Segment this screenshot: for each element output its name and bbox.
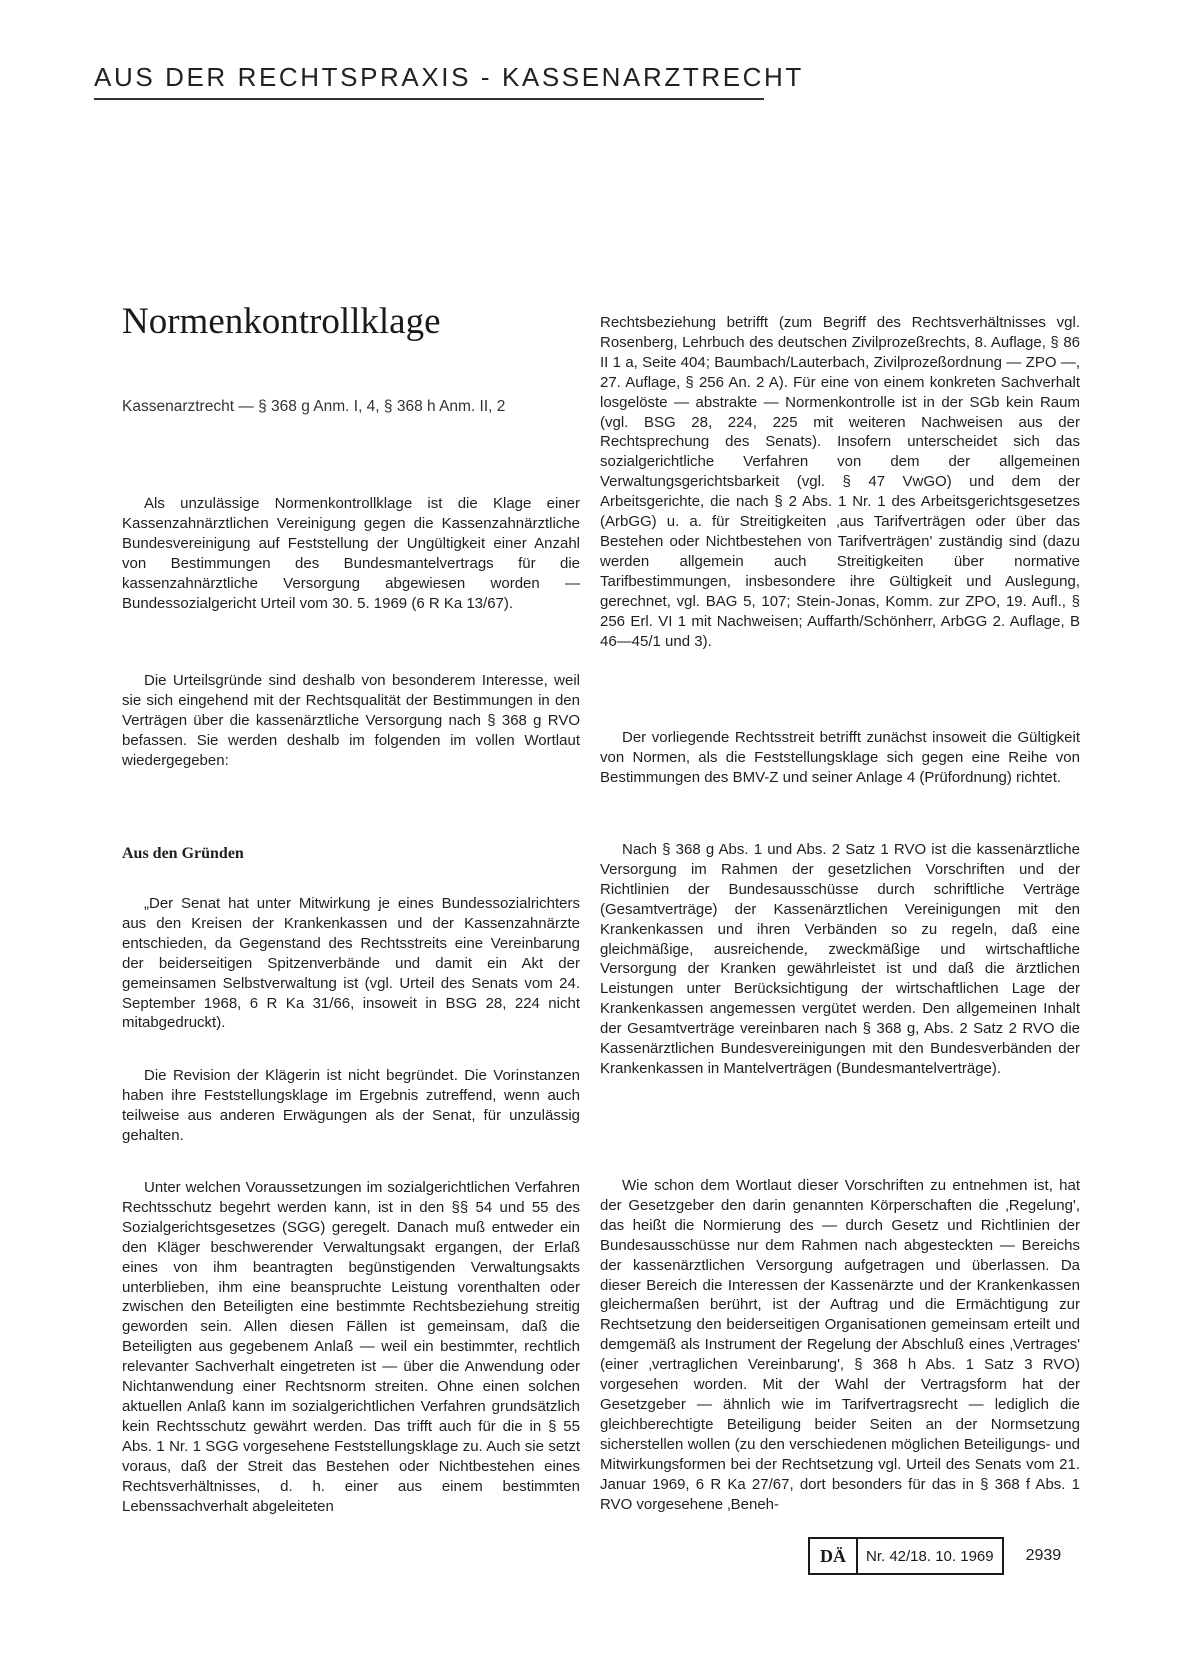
body-paragraph: Die Revision der Klägerin ist nicht begründet. Die Vorinstanzen haben ihre Feststellungsklage im Ergebnis zutreffend, wenn auch teilweise aus anderen Erwägungen als der Senat, für unzulässig gehalten. [122, 1067, 580, 1144]
running-header: AUS DER RECHTSPRAXIS - KASSENARZTRECHT [94, 62, 804, 92]
lead-paragraph: Als unzulässige Normenkontrollklage ist die Klage einer Kassenzahnärztlichen Vereinigung gegen die Kassenzahnärztliche Bundesvereinigung auf Feststellung der Ungültigkeit einer Anzahl von Bestimmungen des Bundesmantelvertrags für die kassenzahnärztliche Versorgung abgewiesen worden — Bundessozialgericht Urteil vom 30. 5. 1969 (6 R Ka 13/67). [122, 495, 580, 612]
article-subtitle: Kassenarztrecht — § 368 g Anm. I, 4, § 368 h Anm. II, 2 [122, 398, 506, 415]
body-paragraph: „Der Senat hat unter Mitwirkung je eines Bundessozialrichters aus den Kreisen der Krankenkassen und der Kassenzahnärzte entschieden, da Gegenstand des Rechtsstreits eine Vereinbarung der beiderseitigen Spitzenverbände und damit ein Akt der gemeinsamen Selbstverwaltung ist (vgl. Urteil des Senats vom 24. September 1968, 6 R Ka 31/66, insoweit in BSG 28, 224 nicht mitabgedruckt). [122, 895, 580, 1032]
page-footer [808, 1538, 1061, 1574]
body-paragraph: Unter welchen Voraussetzungen im sozialgerichtlichen Verfahren Rechtsschutz begehrt werden kann, ist in den §§ 54 und 55 des Sozialgerichtsgesetzes (SGG) geregelt. Danach muß entweder ein den Kläger beschwerender Verwaltungsakt ergangen, der Erlaß eines von ihm beantragten begünstigenden Verwaltungsakts unterblieben, ihm eine beanspruchte Leistung vorenthalten oder zwischen den Beteiligten eine bestimmte Rechtsbeziehung streitig geworden sein. Allen diesen Fällen ist gemeinsam, daß die Beteiligten aus gegebenem Anlaß — weil ein bestimmter, rechtlich relevanter Sachverhalt eingetreten ist — über die Anwendung oder Nichtanwendung einer Rechtsnorm streiten. Ohne einen solchen aktuellen Anlaß kann im sozialgerichtlichen Verfahren grundsätzlich kein Rechtsschutz gewährt werden. Das trifft auch für die in § 55 Abs. 1 Nr. 1 SGG vorgesehene Feststellungsklage zu. Auch sie setzt voraus, daß der Streit das Bestehen oder Nichtbestehen eines Rechtsverhältnisses, d. h. einer aus einem bestimmten Lebenssachverhalt abgeleiteten [122, 1179, 580, 1515]
journal-issue-box [808, 1537, 1004, 1575]
right-column [600, 313, 1080, 1596]
left-column [122, 494, 580, 1518]
journal-logo: DÄ [810, 1539, 858, 1573]
page-number: 2939 [1025, 1547, 1062, 1564]
body-paragraph: Rechtsbeziehung betrifft (zum Begriff des Rechtsverhältnisses vgl. Rosenberg, Lehrbuch des deutschen Zivilprozeßrechts, 8. Auflage, § 86 II 1 a, Seite 404; Baumbach/Lauterbach, Zivilprozeßordnung — ZPO —, 27. Auflage, § 256 An. 2 A). Für eine von einem konkreten Sachverhalt losgelöste — abstrakte — Normenkontrolle ist in der SGb kein Raum (vgl. BSG 28, 224, 225 mit weiteren Nachweisen aus der Rechtsprechung des Senats). Insofern unterscheidet sich das sozialgerichtliche Verfahren von dem der allgemeinen Verwaltungsgerichtsbarkeit (vgl. § 47 VwGO) und dem der Arbeitsgerichte, die nach § 2 Abs. 1 Nr. 1 des Arbeitsgerichtsgesetzes (ArbGG) u. a. für Streitigkeiten ‚aus Tarifverträgen oder über das Bestehen oder Nichtbestehen von Tarifverträgen' zuständig sind (dazu werden allgemein auch Streitigkeiten über normative Tarifbestimmungen, insbesondere ihre Gültigkeit und Auslegung, gerechnet, vgl. BAG 5, 107; Stein-Jonas, Komm. zur ZPO, 19. Aufl., § 256 Erl. VI 1 mit Nachweisen; Auffarth/Schönherr, ArbGG 2. Auflage, B 46—45/1 und 3). [600, 314, 1080, 650]
body-paragraph: Der vorliegende Rechtsstreit betrifft zunächst insoweit die Gültigkeit von Normen, als die Feststellungsklage sich gegen eine Reihe von Bestimmungen des BMV-Z und seiner Anlage 4 (Prüfordnung) richtet. [600, 729, 1080, 786]
section-heading: Aus den Gründen [122, 845, 244, 862]
body-paragraph: Nach § 368 g Abs. 1 und Abs. 2 Satz 1 RVO ist die kassenärztliche Versorgung im Rahmen der gesetzlichen Vorschriften und der Richtlinien der Bundesausschüsse durch schriftliche Verträge (Gesamtverträge) der Kassenärztlichen Vereinigungen mit den Krankenkassen und ihren Verbänden so zu regeln, daß eine gleichmäßige, ausreichende, zweckmäßige und wirtschaftliche Versorgung der Kranken gewährleistet ist und daß die ärztlichen Leistungen unter Berücksichtigung der wirtschaftlichen Lage der Krankenkassen angemessen vergütet werden. Den allgemeinen Inhalt der Gesamtverträge vereinbaren nach § 368 g, Abs. 2 Satz 2 RVO die Kassenärztlichen Bundesvereinigungen mit den Bundesverbänden der Krankenkassen in Mantelverträgen (Bundesmantelverträge). [600, 841, 1080, 1077]
article-title: Normenkontrollklage [122, 301, 441, 342]
header-rule [94, 98, 764, 100]
body-paragraph: Wie schon dem Wortlaut dieser Vorschriften zu entnehmen ist, hat der Gesetzgeber den darin genannten Körperschaften die ‚Regelung', das heißt die Normierung des — durch Gesetz und Richtlinien der Bundesausschüsse nur dem Rahmen nach abgesteckten — Bereichs der kassenärztlichen Versorgung aufgetragen und überlassen. Da dieser Bereich die Interessen der Kassenärzte und der Krankenkassen gleichermaßen berührt, ist der Auftrag und die Ermächtigung zur Rechtsetzung den beiderseitigen Organisationen gemeinsam erteilt und demgemäß als Instrument der Regelung der Abschluß eines ‚Vertrages' (einer ‚vertraglichen Vereinbarung', § 368 h Abs. 1 Satz 3 RVO) vorgesehen worden. Mit der Wahl der Vertragsform hat der Gesetzgeber — ähnlich wie im Tarifvertragsrecht — lediglich die gleichberechtigte Beteiligung beider Seiten an der Normsetzung sicherstellen wollen (zu den verschiedenen möglichen Beteiligungs- und Mitwirkungsformen bei der Rechtsetzung vgl. Urteil des Senats vom 21. Januar 1969, 6 R Ka 27/67, dort besonders für das in § 368 f Abs. 1 RVO vorgesehene ‚Beneh- [600, 1177, 1080, 1513]
issue-label: Nr. 42/18. 10. 1969 [866, 1547, 994, 1565]
lead-paragraph-2: Die Urteilsgründe sind deshalb von besonderem Interesse, weil sie sich eingehend mit der Rechtsqualität der Bestimmungen in den Verträgen über die kassenärztliche Versorgung nach § 368 g RVO befassen. Sie werden deshalb im folgenden im vollen Wortlaut wiedergegeben: [122, 672, 580, 769]
